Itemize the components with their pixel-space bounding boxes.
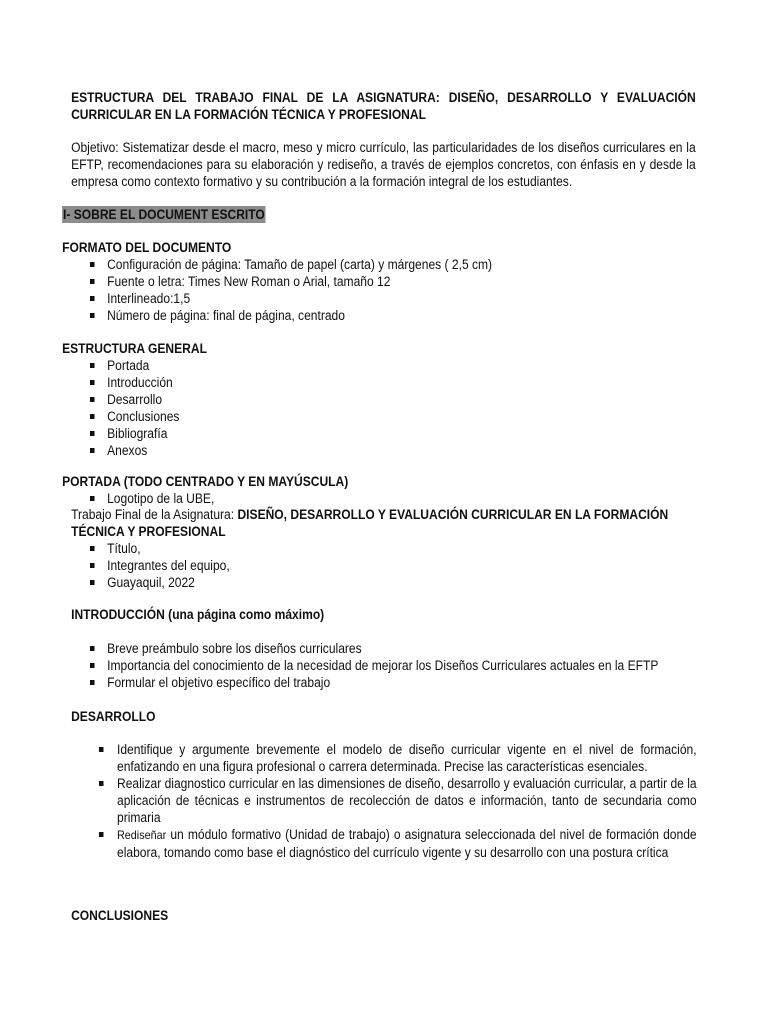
list-item: Desarrollo [107, 391, 179, 408]
portada-line-prefix: Trabajo Final de la Asignatura: [71, 507, 238, 522]
list-item: Guayaquil, 2022 [107, 574, 230, 591]
estructura-list [107, 357, 179, 459]
document-title: ESTRUCTURA DEL TRABAJO FINAL DE LA ASIGNATURA: DISEÑO, DESARROLLO Y EVALUACIÓN CURRICULAR EN LA FORMACIÓN TÉCNICA Y PROFESIONAL [71, 90, 696, 122]
list-item-lead: Rediseñar [117, 828, 167, 842]
list-item: Realizar diagnostico curricular en las dimensiones de diseño, desarrollo y evaluación curricular, a partir de la aplicación de técnicas e instrumentos de recolección de datos e información, tanto de secundaria como primaria [117, 776, 697, 825]
list-item: Bibliografía [107, 425, 179, 442]
list-item: Breve preámbulo sobre los diseños curriculares [107, 640, 658, 657]
desarrollo-heading: DESARROLLO [71, 709, 156, 724]
list-item: Anexos [107, 442, 179, 459]
formato-list [107, 256, 492, 324]
conclusiones-heading: CONCLUSIONES [71, 908, 169, 923]
formato-heading: FORMATO DEL DOCUMENTO [62, 240, 232, 255]
desarrollo-list [117, 741, 697, 861]
list-item: Importancia del conocimiento de la necesidad de mejorar los Diseños Curriculares actuales en la EFTP [107, 658, 659, 673]
list-item: Configuración de página: Tamaño de papel (carta) y márgenes ( 2,5 cm) [107, 257, 493, 272]
portada-line-bold: DISEÑO, DESARROLLO Y EVALUACIÓN CURRICULAR EN LA FORMACIÓN TÉCNICA Y PROFESIONAL [71, 507, 669, 539]
portada-list-after [107, 540, 230, 591]
list-item: Número de página: final de página, centrado [107, 307, 492, 324]
list-item-rest: un módulo formativo (Unidad de trabajo) o asignatura seleccionada del nivel de formación donde elabora, tomando como base el diagnóstico del currículo vigente y su desarrollo con una postura crítica [117, 827, 697, 860]
list-item: Conclusiones [107, 409, 180, 424]
list-item: Título, [107, 540, 230, 557]
introduccion-list [107, 640, 658, 691]
introduccion-heading: INTRODUCCIÓN (una página como máximo) [71, 607, 325, 622]
portada-heading: PORTADA (TODO CENTRADO Y EN MAYÚSCULA) [62, 474, 349, 489]
list-item: Portada [107, 357, 179, 374]
list-item: Introducción [107, 374, 179, 391]
list-item: Fuente o letra: Times New Roman o Arial, tamaño 12 [107, 273, 492, 290]
list-item: Interlineado:1,5 [107, 290, 492, 307]
portada-list-before [107, 490, 214, 507]
estructura-heading: ESTRUCTURA GENERAL [62, 341, 207, 356]
list-item [117, 826, 697, 861]
list-item: Integrantes del equipo, [107, 558, 230, 573]
objective-paragraph: Objetivo: Sistematizar desde el macro, meso y micro currículo, las particularidades de los diseños curriculares en la EFTP, recomendaciones para su elaboración y rediseño, a través de ejemplos concretos, con énfasis en y desde la empresa como contexto formativo y su contribución a la formación integral de los estudiantes. [71, 140, 696, 189]
list-item: Identifique y argumente brevemente el modelo de diseño curricular vigente en el nivel de formación, enfatizando en una figura profesional o carrera determinada. Precise las características esenciales. [117, 742, 697, 774]
section-heading: I- SOBRE EL DOCUMENT ESCRITO [63, 207, 265, 222]
portada-subject-line [71, 506, 701, 540]
list-item: Formular el objetivo específico del trabajo [107, 674, 658, 691]
list-item: Logotipo de la UBE, [107, 491, 215, 506]
